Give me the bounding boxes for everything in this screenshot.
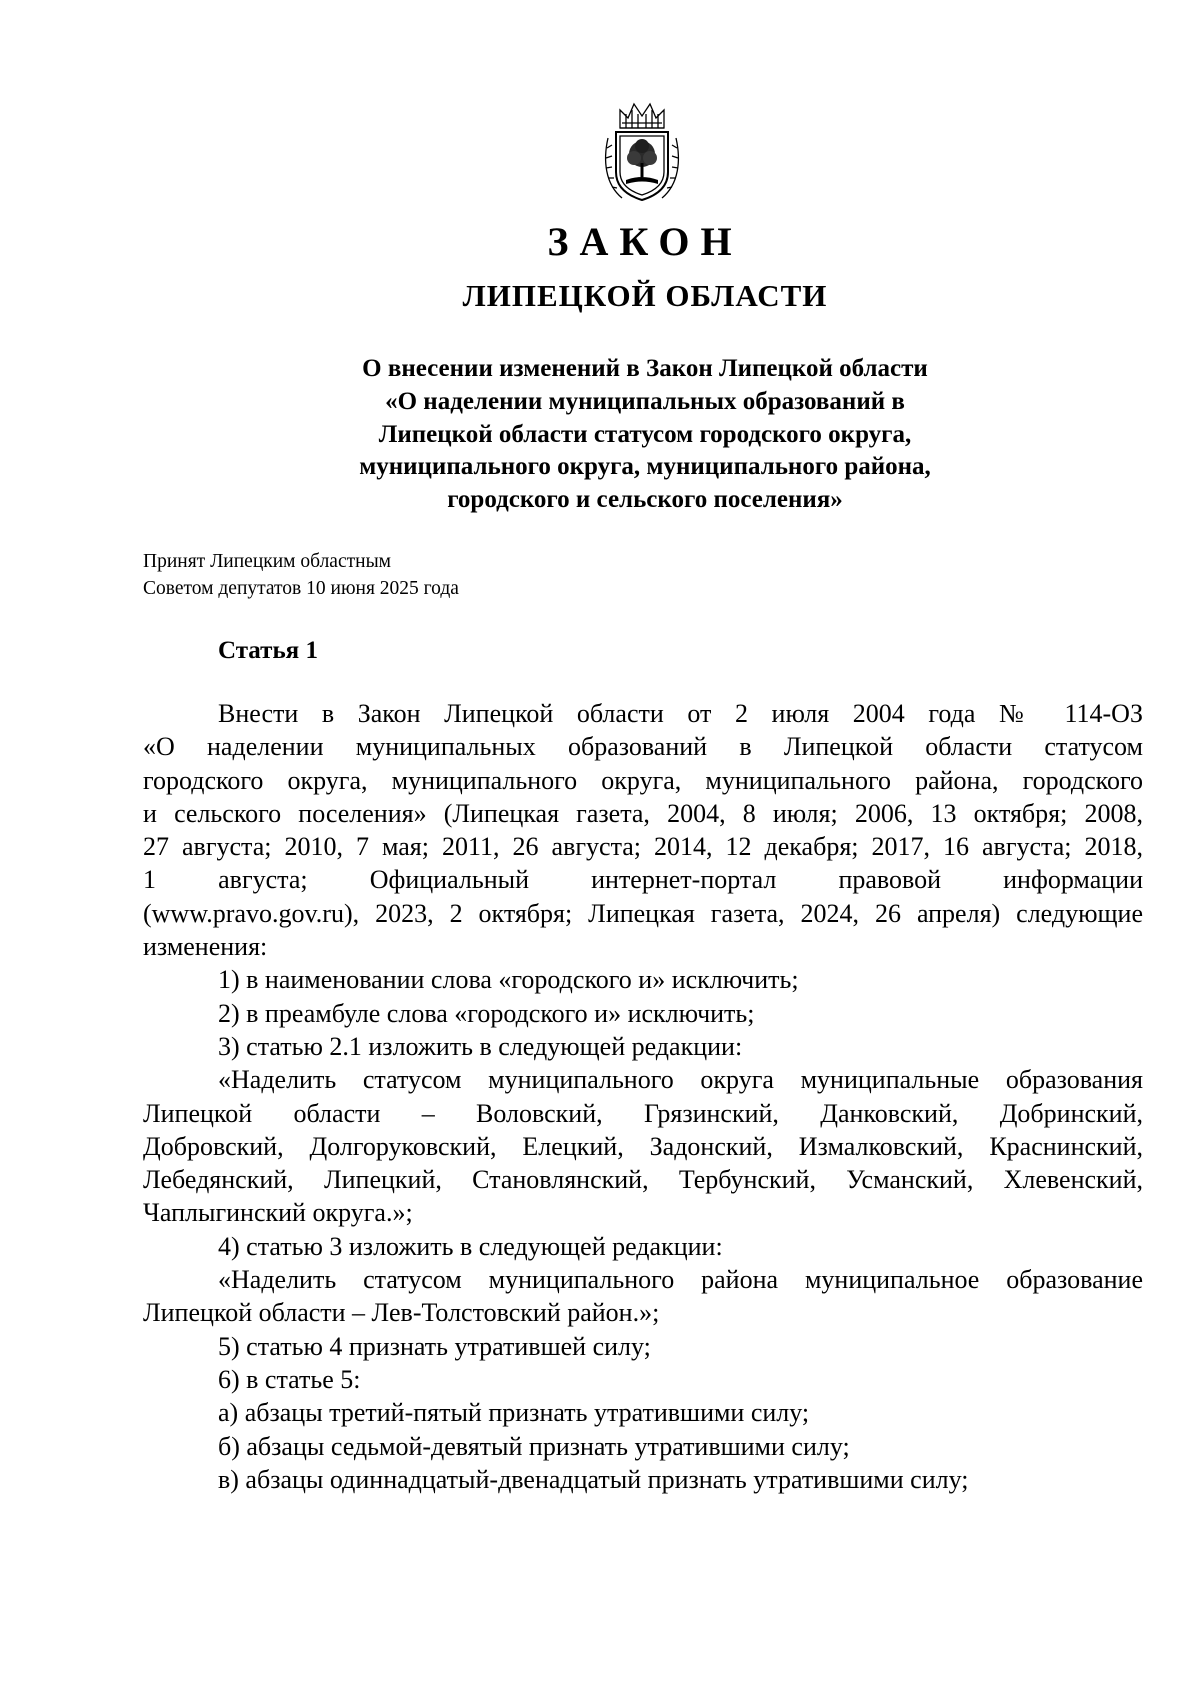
text-line: «О наделении муниципальных образований в Липецкой области статусом xyxy=(143,732,1143,762)
quote-line: «Наделить статусом муниципального района муниципальное образование xyxy=(218,1265,1143,1295)
list-item: 5) статью 4 признать утратившей силу; xyxy=(218,1331,651,1361)
adoption-line: Принят Липецким областным xyxy=(143,551,392,572)
text-line: Внести в Закон Липецкой области от 2 июля 2004 года № 114-ОЗ xyxy=(218,699,1143,728)
adoption-note xyxy=(143,548,459,602)
text-line: 1 августа; Официальный интернет-портал правовой информации xyxy=(143,865,1143,895)
list-item: 6) в статье 5: xyxy=(218,1364,361,1394)
article-body xyxy=(143,697,1143,1496)
text-line: городского округа, муниципального округа, муниципального района, городского xyxy=(143,765,1143,795)
sub-item: а) абзацы третий-пятый признать утратившими силу; xyxy=(218,1398,810,1428)
subject-line: муниципального округа, муниципального района, xyxy=(359,453,931,481)
list-item: 4) статью 3 изложить в следующей редакции: xyxy=(218,1231,723,1261)
sub-item: б) абзацы седьмой-девятый признать утратившими силу; xyxy=(218,1431,850,1461)
quote-line: Чаплыгинский округа.»; xyxy=(143,1198,413,1228)
subject-line: О внесении изменений в Закон Липецкой области xyxy=(362,355,928,382)
text-line: изменения: xyxy=(143,932,268,962)
law-title: ЗАКОН xyxy=(547,219,743,264)
lipetsk-region-coat-of-arms-icon xyxy=(600,98,684,206)
subject-line: Липецкой области статусом городского округа, xyxy=(378,420,912,448)
text-line: и сельского поселения» (Липецкая газета, 2004, 8 июля; 2006, 13 октября; 2008, xyxy=(143,798,1143,828)
quote-line: Липецкой области – Воловский, Грязинский, Данковский, Добринский, xyxy=(143,1098,1143,1128)
quote-line: Добровский, Долгоруковский, Елецкий, Задонский, Измалковский, Краснинский, xyxy=(143,1131,1143,1161)
list-item: 3) статью 2.1 изложить в следующей редакции: xyxy=(218,1031,743,1061)
sub-item: в) абзацы одиннадцатый-двенадцатый признать утратившими силу; xyxy=(218,1464,969,1494)
article-heading: Статья 1 xyxy=(218,637,318,664)
law-subject-title xyxy=(280,353,1010,517)
quote-line: «Наделить статусом муниципального округа муниципальные образования xyxy=(218,1065,1143,1095)
quote-line: Липецкой области – Лев-Толстовский район.»; xyxy=(143,1298,660,1328)
list-item: 2) в преамбуле слова «городского и» исключить; xyxy=(218,998,755,1028)
list-item: 1) в наименовании слова «городского и» исключить; xyxy=(218,965,799,995)
quote-line: Лебедянский, Липецкий, Становлянский, Тербунский, Усманский, Хлевенский, xyxy=(143,1165,1143,1195)
subject-line: «О наделении муниципальных образований в xyxy=(385,387,905,415)
adoption-line: Советом депутатов 10 июня 2025 года xyxy=(143,578,459,599)
region-title: ЛИПЕЦКОЙ ОБЛАСТИ xyxy=(462,278,828,313)
text-line: 27 августа; 2010, 7 мая; 2011, 26 августа; 2014, 12 декабря; 2017, 16 августа; 2018, xyxy=(143,832,1143,862)
text-line: (www.pravo.gov.ru), 2023, 2 октября; Липецкая газета, 2024, 26 апреля) следующие xyxy=(143,898,1143,928)
subject-line: городского и сельского поселения» xyxy=(447,486,843,514)
